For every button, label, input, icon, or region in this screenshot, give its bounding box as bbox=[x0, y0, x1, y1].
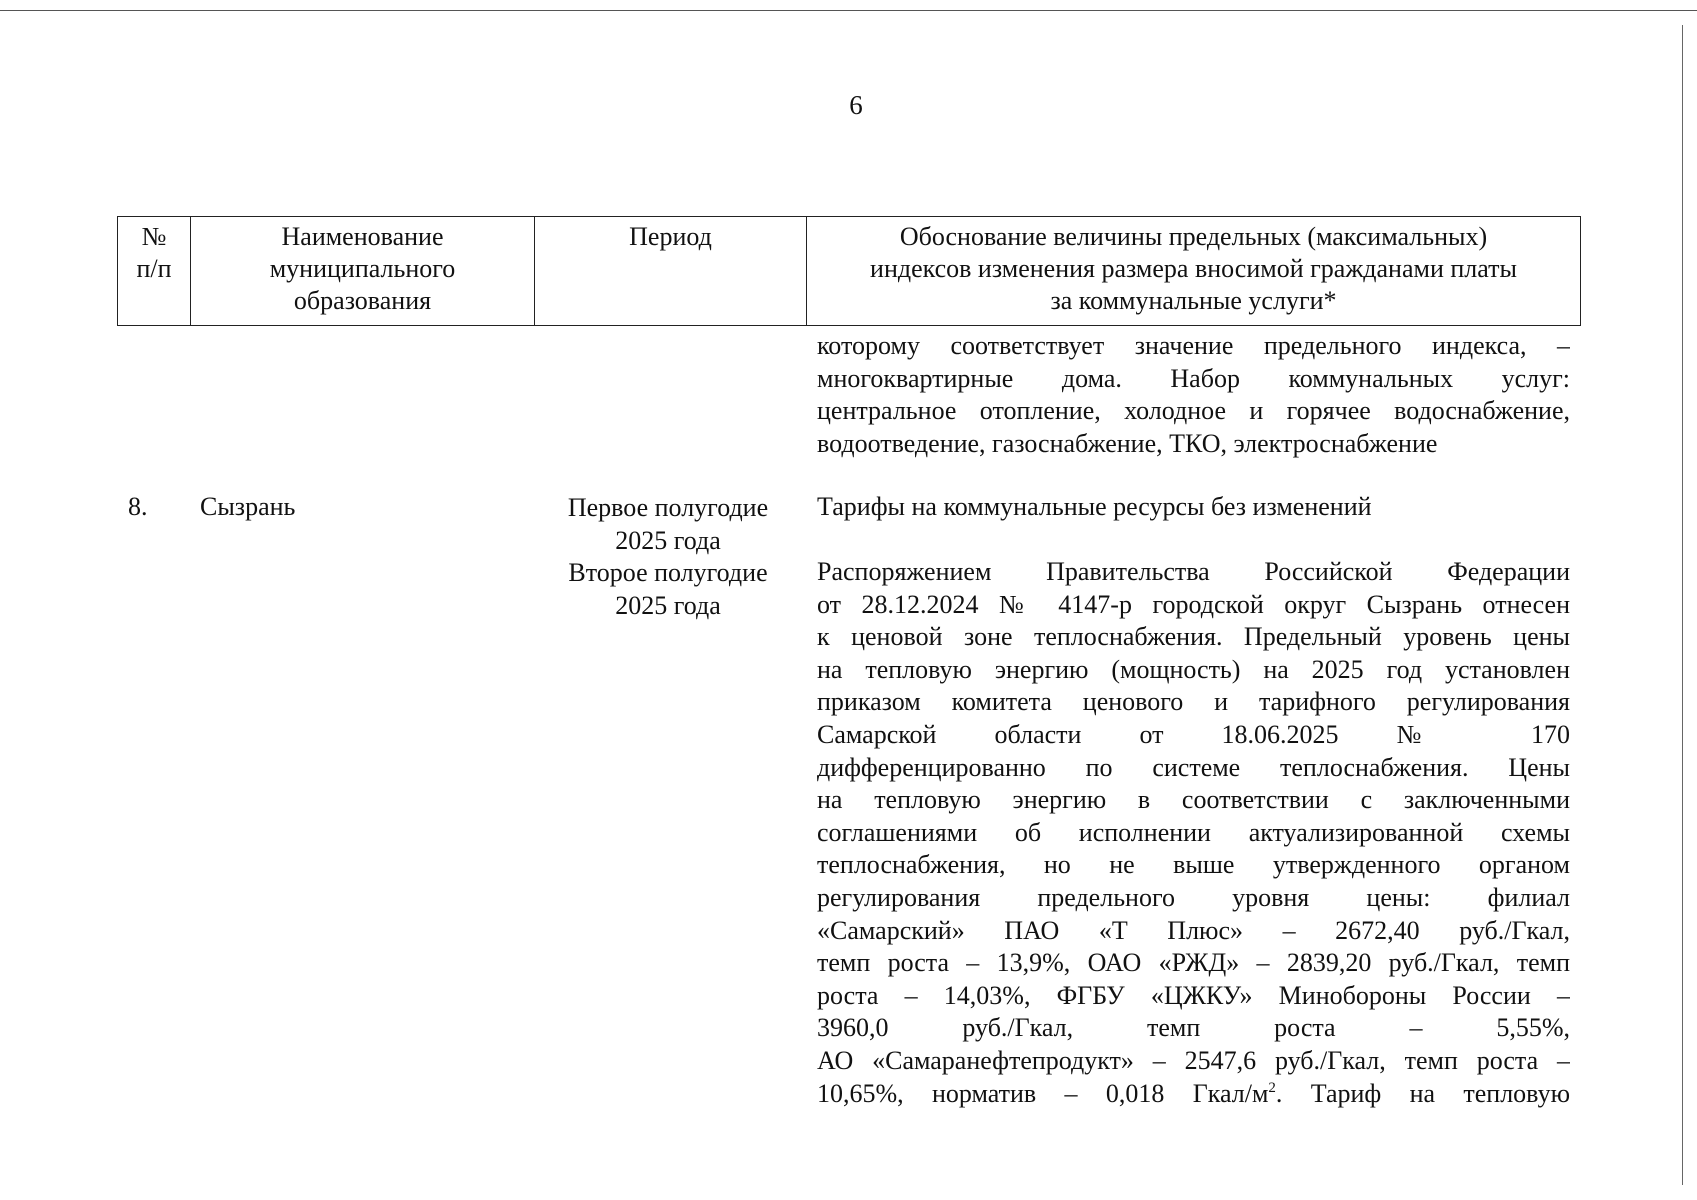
period-first-half bbox=[546, 492, 790, 557]
text-line: роста – 14,03%, ФГБУ «ЦЖКУ» Минобороны России – bbox=[817, 980, 1570, 1010]
page-number: 6 bbox=[849, 90, 863, 120]
header-text: муниципального bbox=[269, 254, 456, 283]
top-border-line bbox=[0, 10, 1697, 11]
text-line: приказом комитета ценового и тарифного регулирования bbox=[817, 687, 1570, 717]
justification-first-half: Тарифы на коммунальные ресурсы без изменений bbox=[817, 492, 1372, 521]
row-number: 8. bbox=[128, 492, 148, 521]
text-line: на тепловую энергию (мощность) на 2025 год установлен bbox=[817, 654, 1570, 684]
text-line: 3960,0 руб./Гкал, темп роста – 5,55%, bbox=[817, 1013, 1570, 1043]
header-cell-municipality bbox=[190, 217, 534, 325]
text-line: водоотведение, газоснабжение, ТКО, электроснабжение bbox=[817, 428, 1438, 458]
right-border-line bbox=[1682, 25, 1683, 1185]
header-cell-period bbox=[534, 217, 806, 325]
period-second-half bbox=[546, 557, 790, 622]
text-line: Распоряжением Правительства Российской Федерации bbox=[817, 557, 1570, 586]
header-text: за коммунальные услуги* bbox=[1050, 286, 1337, 315]
header-cell-number bbox=[118, 217, 190, 325]
period-text: 2025 года bbox=[615, 525, 721, 555]
text-line-last bbox=[817, 1078, 1570, 1111]
continuation-paragraph bbox=[817, 330, 1570, 460]
period-text: 2025 года bbox=[615, 590, 721, 620]
header-text: Наименование bbox=[281, 222, 444, 251]
text-line: Самарской области от 18.06.2025 № 170 bbox=[817, 719, 1570, 749]
header-text: Период bbox=[629, 222, 712, 251]
text-line: теплоснабжения, но не выше утвержденного органом bbox=[817, 850, 1570, 880]
text-line: к ценовой зоне теплоснабжения. Предельный уровень цены bbox=[817, 622, 1570, 652]
text-line: АО «Самаранефтепродукт» – 2547,6 руб./Гкал, темп роста – bbox=[817, 1045, 1570, 1075]
text-line: регулирования предельного уровня цены: филиал bbox=[817, 882, 1570, 912]
text-line: многоквартирные дома. Набор коммунальных услуг: bbox=[817, 363, 1570, 393]
header-text: Обоснование величины предельных (максимальных) bbox=[899, 222, 1488, 251]
justification-second-half bbox=[817, 556, 1570, 1110]
header-cell-justification bbox=[806, 217, 1580, 325]
period-text: Второе полугодие bbox=[568, 558, 768, 587]
text-line: от 28.12.2024 № 4147-р городской округ Сызрань отнесен bbox=[817, 589, 1570, 619]
text-line: которому соответствует значение предельного индекса, – bbox=[817, 331, 1570, 360]
header-text: № bbox=[141, 222, 167, 251]
header-text: образования bbox=[293, 286, 432, 315]
text-line: соглашениями об исполнении актуализированной схемы bbox=[817, 817, 1570, 847]
text-line: «Самарский» ПАО «Т Плюс» – 2672,40 руб./Гкал, bbox=[817, 915, 1570, 945]
header-text: п/п bbox=[136, 254, 172, 283]
text-line: дифференцированно по системе теплоснабжения. Цены bbox=[817, 752, 1570, 782]
text-segment: . Тариф на тепловую bbox=[1275, 1078, 1570, 1108]
text-segment: 10,65%, норматив – 0,018 Гкал/м bbox=[817, 1078, 1269, 1108]
text-line: центральное отопление, холодное и горячее водоснабжение, bbox=[817, 396, 1570, 426]
period-text: Первое полугодие bbox=[567, 493, 769, 522]
municipality-name: Сызрань bbox=[200, 492, 296, 521]
text-line: на тепловую энергию в соответствии с заключенными bbox=[817, 785, 1570, 815]
superscript: 2 bbox=[1268, 1079, 1276, 1096]
text-line: темп роста – 13,9%, ОАО «РЖД» – 2839,20 руб./Гкал, темп bbox=[817, 948, 1570, 978]
table-header bbox=[117, 216, 1581, 326]
header-text: индексов изменения размера вносимой гражданами платы bbox=[870, 254, 1517, 283]
